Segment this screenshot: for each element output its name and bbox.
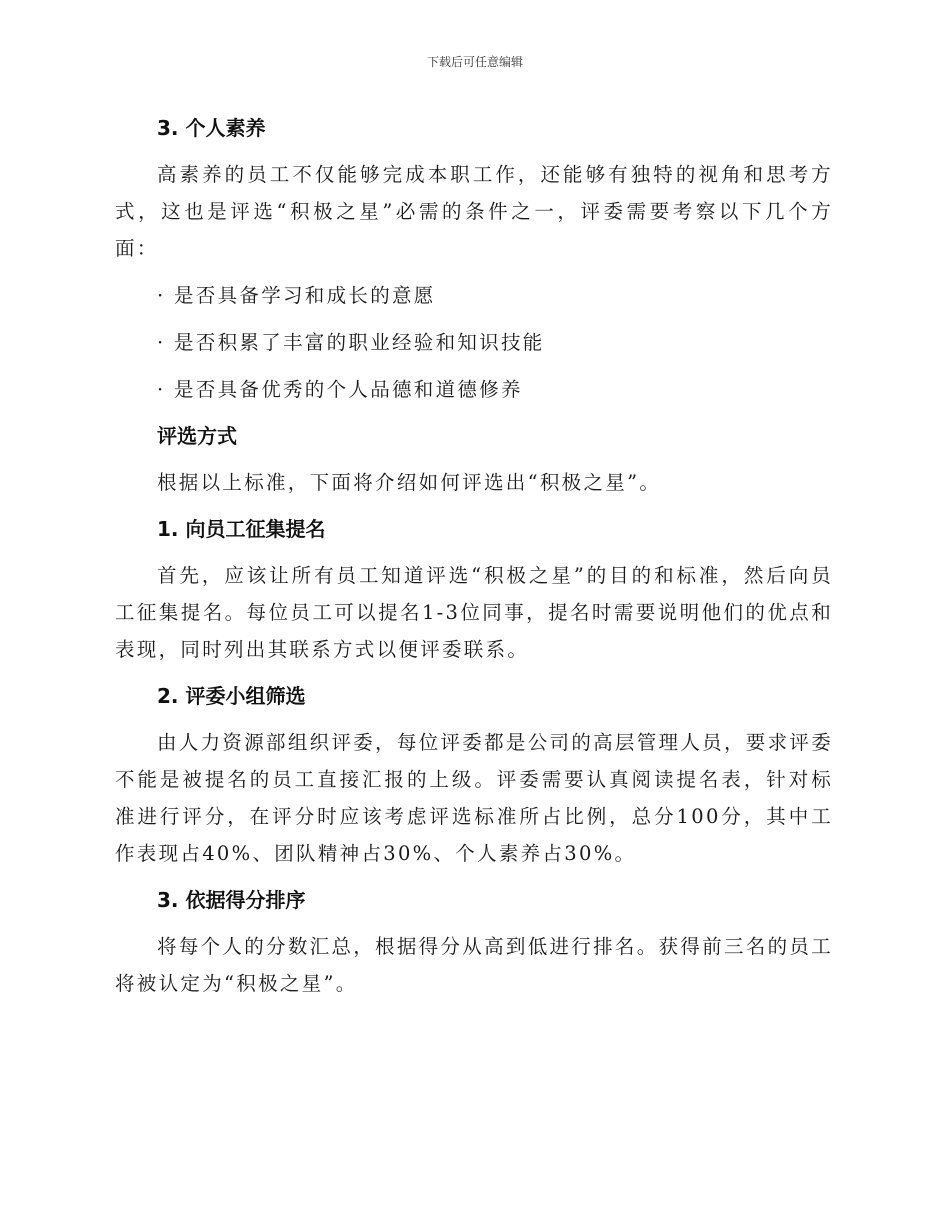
paragraph-personal-quality: 高素养的员工不仅能够完成本职工作，还能够有独特的视角和思考方式，这也是评选“积极之星”必需的条件之一，评委需要考察以下几个方面： xyxy=(115,163,833,260)
step-heading-nomination: 1. 向员工征集提名 xyxy=(157,517,326,541)
paragraph-selection-method: 根据以上标准，下面将介绍如何评选出“积极之星”。 xyxy=(157,471,662,494)
paragraph-committee-screening: 由人力资源部组织评委，每位评委都是公司的高层管理人员，要求评委不能是被提名的员工直接汇报的上级。评委需要认真阅读提名表，针对标准进行评分，在评分时应该考虑评选标准所占比例，总分100分，其中工作表现占40%、团队精神占30%、个人素养占30%。 xyxy=(115,731,833,865)
bullet-item: · 是否具备优秀的个人品德和道德修养 xyxy=(157,378,523,401)
bullet-item: · 是否具备学习和成长的意愿 xyxy=(157,284,436,307)
document-body xyxy=(115,110,833,1012)
step-heading-ranking: 3. 依据得分排序 xyxy=(157,888,306,912)
paragraph-nomination: 首先，应该让所有员工知道评选“积极之星”的目的和标准，然后向员工征集提名。每位员工可以提名1-3位同事，提名时需要说明他们的优点和表现，同时列出其联系方式以便评委联系。 xyxy=(115,564,833,661)
section-heading-personal-quality: 3. 个人素养 xyxy=(157,116,266,140)
step-heading-committee-screening: 2. 评委小组筛选 xyxy=(157,684,306,708)
bullet-item: · 是否积累了丰富的职业经验和知识技能 xyxy=(157,331,545,354)
paragraph-ranking: 将每个人的分数汇总，根据得分从高到低进行排名。获得前三名的员工将被认定为“积极之星”。 xyxy=(115,935,833,995)
section-heading-selection-method: 评选方式 xyxy=(157,424,237,448)
page-header: 下载后可任意编辑 xyxy=(426,55,523,69)
